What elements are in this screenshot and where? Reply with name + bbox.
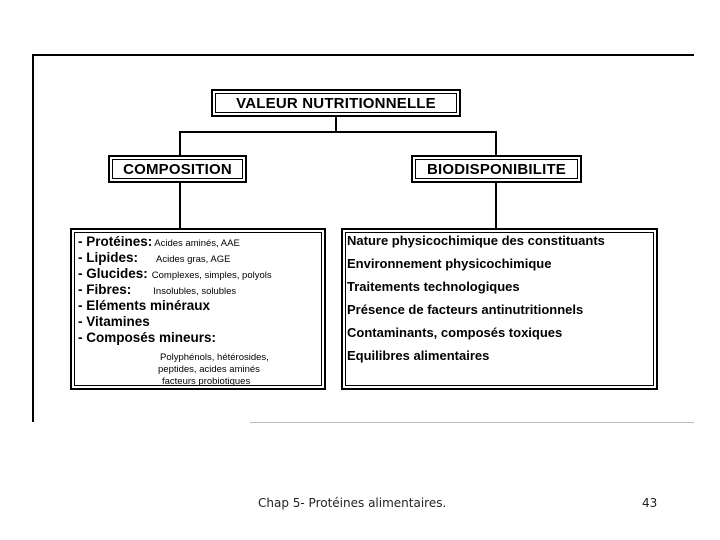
item-detail: Insolubles, solubles xyxy=(153,286,237,297)
item-label: - Vitamines xyxy=(78,314,150,329)
list-item: Environnement physicochimique xyxy=(347,256,552,271)
root-title: VALEUR NUTRITIONNELLE xyxy=(236,94,436,112)
composition-title: COMPOSITION xyxy=(123,160,232,178)
connector-biodisponibilite-down xyxy=(495,183,497,229)
minor-detail: peptides, acides aminés xyxy=(158,364,260,375)
item-label: - Glucides: xyxy=(78,266,148,281)
connector-composition-down xyxy=(179,183,181,229)
item-label: - Fibres: xyxy=(78,282,132,297)
item-label: - Eléments minéraux xyxy=(78,298,211,313)
scan-frame-left xyxy=(32,54,34,422)
list-item: Présence de facteurs antinutritionnels xyxy=(347,302,584,317)
biodisponibilite-box xyxy=(411,155,582,183)
list-item: Equilibres alimentaires xyxy=(347,348,490,363)
root-box xyxy=(211,89,461,117)
composition-box xyxy=(108,155,247,183)
scan-frame-top xyxy=(32,54,694,56)
item-detail: Acides gras, AGE xyxy=(156,254,231,265)
item-detail: Acides aminés, AAE xyxy=(154,238,240,249)
connector-horizontal xyxy=(179,131,497,133)
connector-left-down xyxy=(179,131,181,156)
biodisponibilite-title: BIODISPONIBILITE xyxy=(426,160,567,178)
item-label: - Composés mineurs: xyxy=(78,330,217,345)
minor-detail: Polyphénols, hétérosides, xyxy=(160,352,269,363)
list-item xyxy=(78,329,216,347)
list-item: Traitements technologiques xyxy=(347,279,520,294)
list-item: Nature physicochimique des constituants xyxy=(347,233,605,248)
connector-right-down xyxy=(495,131,497,156)
list-item: Contaminants, composés toxiques xyxy=(347,325,563,340)
page-number: 43 xyxy=(642,496,658,510)
scan-frame-bottom-edge xyxy=(250,422,694,423)
connector-root-down xyxy=(335,117,337,132)
minor-detail: facteurs probiotiques xyxy=(162,376,251,387)
item-label: - Lipides: xyxy=(78,250,138,265)
item-label: - Protéines: xyxy=(78,234,153,249)
item-detail: Complexes, simples, polyols xyxy=(151,270,272,281)
footer-caption: Chap 5- Protéines alimentaires. xyxy=(258,496,447,510)
